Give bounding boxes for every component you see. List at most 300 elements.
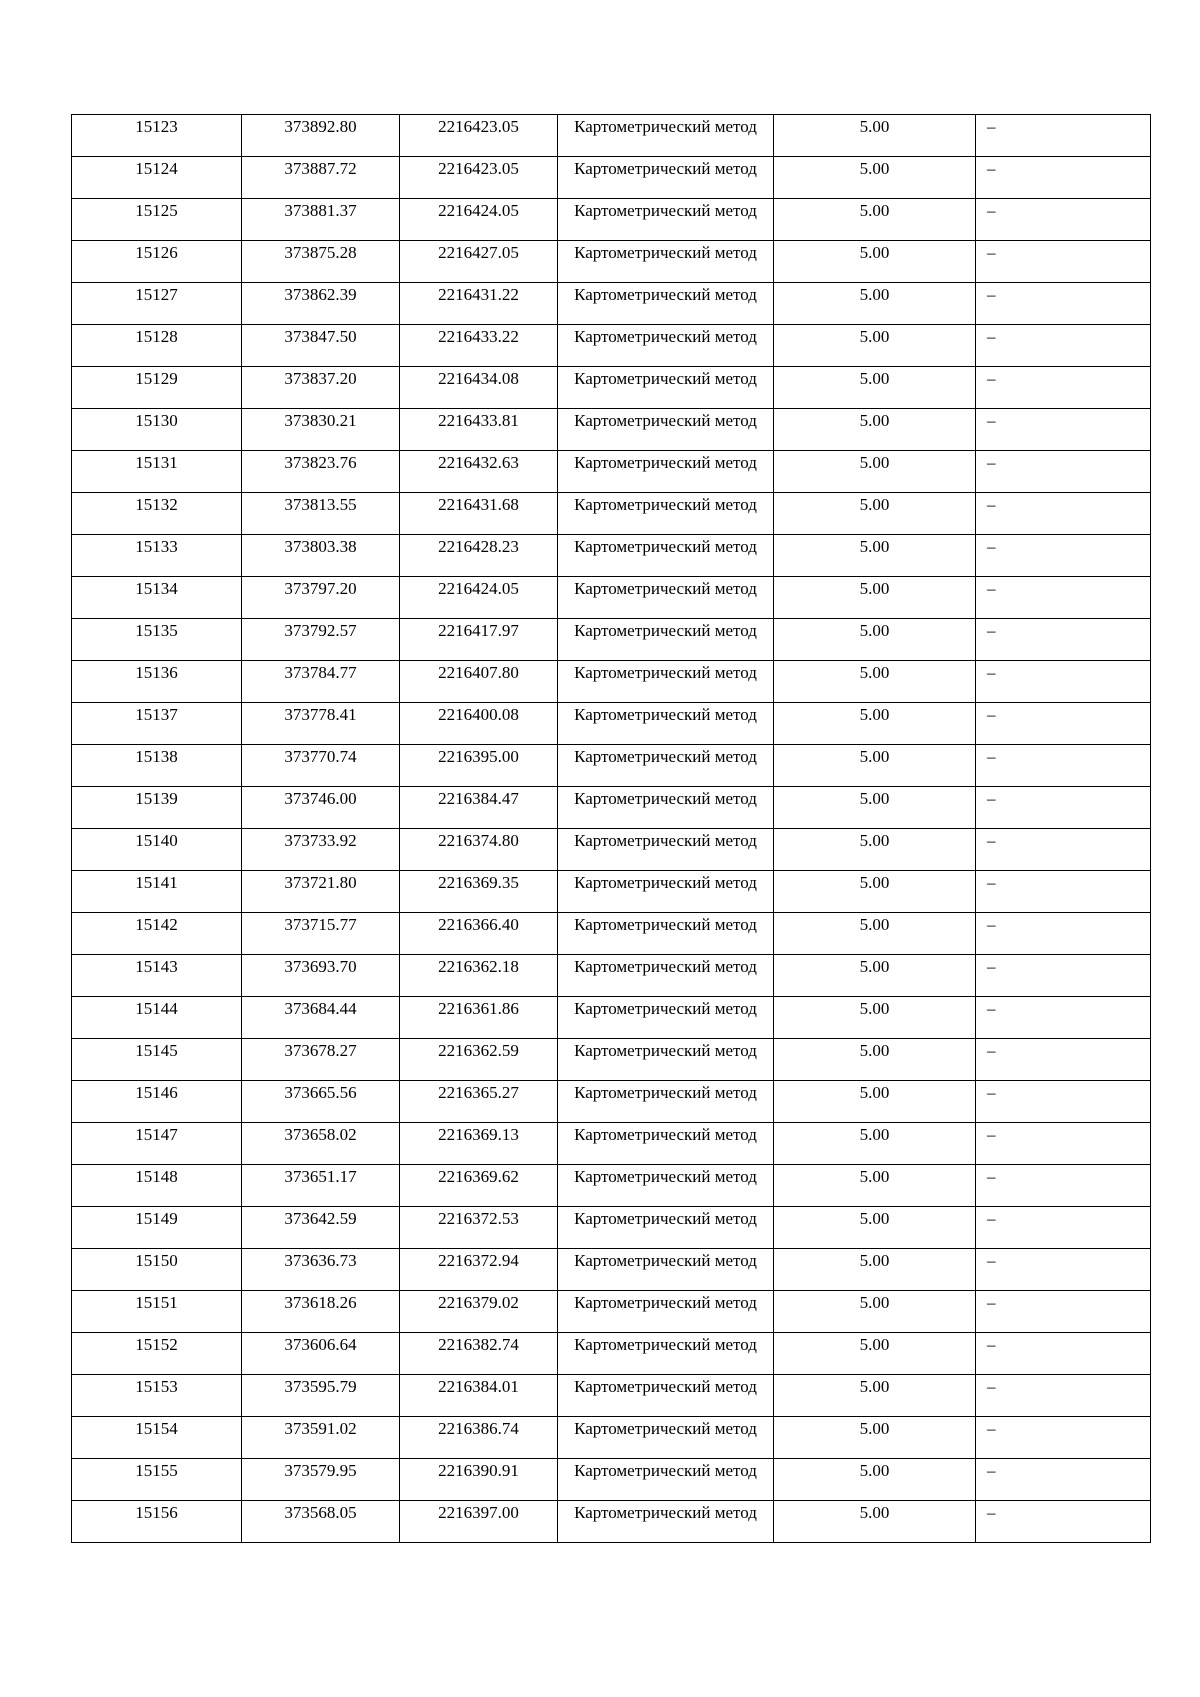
x-coordinate-cell <box>242 157 400 199</box>
point-number-cell <box>72 787 242 829</box>
y-coordinate-cell-text: 2216428.23 <box>438 537 519 556</box>
x-coordinate-cell <box>242 829 400 871</box>
note-cell-text: – <box>987 1293 996 1312</box>
point-number-cell-text: 15136 <box>135 663 178 682</box>
x-coordinate-cell <box>242 577 400 619</box>
point-number-cell-text: 15151 <box>135 1293 178 1312</box>
accuracy-cell-text: 5.00 <box>859 1377 890 1396</box>
accuracy-cell <box>774 745 976 787</box>
point-number-cell-text: 15155 <box>135 1461 178 1480</box>
method-cell-text: Картометрический метод <box>574 495 757 514</box>
y-coordinate-cell <box>400 1249 558 1291</box>
point-number-cell-text: 15147 <box>135 1125 178 1144</box>
method-cell-text: Картометрический метод <box>574 1377 757 1396</box>
accuracy-cell <box>774 115 976 157</box>
table-row <box>72 1081 1151 1123</box>
accuracy-cell-text: 5.00 <box>859 579 890 598</box>
accuracy-cell-text: 5.00 <box>859 159 890 178</box>
x-coordinate-cell <box>242 1333 400 1375</box>
note-cell <box>976 703 1151 745</box>
accuracy-cell-text: 5.00 <box>859 957 890 976</box>
x-coordinate-cell <box>242 1165 400 1207</box>
note-cell <box>976 1291 1151 1333</box>
y-coordinate-cell <box>400 1207 558 1249</box>
x-coordinate-cell <box>242 283 400 325</box>
note-cell <box>976 1459 1151 1501</box>
accuracy-cell-text: 5.00 <box>859 831 890 850</box>
method-cell <box>558 1039 774 1081</box>
table-row <box>72 1501 1151 1543</box>
note-cell-text: – <box>987 285 996 304</box>
method-cell <box>558 451 774 493</box>
table-row <box>72 325 1151 367</box>
note-cell <box>976 1501 1151 1543</box>
method-cell <box>558 661 774 703</box>
y-coordinate-cell-text: 2216390.91 <box>438 1461 519 1480</box>
point-number-cell-text: 15132 <box>135 495 178 514</box>
note-cell-text: – <box>987 327 996 346</box>
point-number-cell <box>72 325 242 367</box>
method-cell <box>558 241 774 283</box>
y-coordinate-cell <box>400 1291 558 1333</box>
y-coordinate-cell-text: 2216369.62 <box>438 1167 519 1186</box>
accuracy-cell-text: 5.00 <box>859 369 890 388</box>
y-coordinate-cell <box>400 703 558 745</box>
x-coordinate-cell <box>242 787 400 829</box>
y-coordinate-cell-text: 2216400.08 <box>438 705 519 724</box>
table-row <box>72 1291 1151 1333</box>
accuracy-cell <box>774 325 976 367</box>
accuracy-cell <box>774 703 976 745</box>
accuracy-cell-text: 5.00 <box>859 1293 890 1312</box>
method-cell <box>558 703 774 745</box>
point-number-cell-text: 15133 <box>135 537 178 556</box>
note-cell-text: – <box>987 243 996 262</box>
table-row <box>72 283 1151 325</box>
y-coordinate-cell-text: 2216433.81 <box>438 411 519 430</box>
point-number-cell <box>72 703 242 745</box>
method-cell-text: Картометрический метод <box>574 1251 757 1270</box>
note-cell <box>976 493 1151 535</box>
note-cell <box>976 451 1151 493</box>
y-coordinate-cell-text: 2216369.35 <box>438 873 519 892</box>
y-coordinate-cell-text: 2216362.59 <box>438 1041 519 1060</box>
y-coordinate-cell <box>400 955 558 997</box>
y-coordinate-cell <box>400 577 558 619</box>
table-row <box>72 199 1151 241</box>
method-cell <box>558 913 774 955</box>
method-cell-text: Картометрический метод <box>574 831 757 850</box>
method-cell-text: Картометрический метод <box>574 1335 757 1354</box>
x-coordinate-cell <box>242 1249 400 1291</box>
method-cell <box>558 577 774 619</box>
coordinates-table-body <box>72 115 1151 1543</box>
point-number-cell <box>72 1207 242 1249</box>
method-cell <box>558 1081 774 1123</box>
table-row <box>72 241 1151 283</box>
method-cell-text: Картометрический метод <box>574 1461 757 1480</box>
method-cell-text: Картометрический метод <box>574 1293 757 1312</box>
note-cell <box>976 955 1151 997</box>
method-cell <box>558 955 774 997</box>
table-row <box>72 1039 1151 1081</box>
point-number-cell-text: 15138 <box>135 747 178 766</box>
y-coordinate-cell <box>400 1123 558 1165</box>
method-cell <box>558 199 774 241</box>
accuracy-cell <box>774 829 976 871</box>
accuracy-cell <box>774 241 976 283</box>
x-coordinate-cell <box>242 1501 400 1543</box>
table-row <box>72 493 1151 535</box>
point-number-cell-text: 15127 <box>135 285 178 304</box>
method-cell <box>558 1459 774 1501</box>
x-coordinate-cell-text: 373642.59 <box>284 1209 357 1228</box>
y-coordinate-cell <box>400 997 558 1039</box>
table-row <box>72 1459 1151 1501</box>
point-number-cell-text: 15142 <box>135 915 178 934</box>
note-cell <box>976 241 1151 283</box>
y-coordinate-cell <box>400 829 558 871</box>
x-coordinate-cell-text: 373591.02 <box>284 1419 357 1438</box>
point-number-cell-text: 15148 <box>135 1167 178 1186</box>
accuracy-cell-text: 5.00 <box>859 453 890 472</box>
point-number-cell <box>72 913 242 955</box>
note-cell-text: – <box>987 201 996 220</box>
method-cell <box>558 1417 774 1459</box>
x-coordinate-cell-text: 373892.80 <box>284 117 357 136</box>
note-cell-text: – <box>987 495 996 514</box>
method-cell-text: Картометрический метод <box>574 537 757 556</box>
x-coordinate-cell <box>242 955 400 997</box>
method-cell <box>558 157 774 199</box>
method-cell-text: Картометрический метод <box>574 1041 757 1060</box>
point-number-cell-text: 15141 <box>135 873 178 892</box>
x-coordinate-cell-text: 373636.73 <box>284 1251 357 1270</box>
table-row <box>72 1165 1151 1207</box>
note-cell-text: – <box>987 747 996 766</box>
accuracy-cell <box>774 955 976 997</box>
point-number-cell <box>72 451 242 493</box>
x-coordinate-cell-text: 373823.76 <box>284 453 357 472</box>
method-cell-text: Картометрический метод <box>574 873 757 892</box>
point-number-cell-text: 15146 <box>135 1083 178 1102</box>
y-coordinate-cell-text: 2216431.68 <box>438 495 519 514</box>
point-number-cell-text: 15135 <box>135 621 178 640</box>
x-coordinate-cell-text: 373595.79 <box>284 1377 357 1396</box>
accuracy-cell-text: 5.00 <box>859 621 890 640</box>
method-cell <box>558 409 774 451</box>
note-cell-text: – <box>987 411 996 430</box>
point-number-cell <box>72 1039 242 1081</box>
method-cell <box>558 535 774 577</box>
accuracy-cell <box>774 913 976 955</box>
point-number-cell <box>72 535 242 577</box>
note-cell <box>976 661 1151 703</box>
method-cell-text: Картометрический метод <box>574 159 757 178</box>
x-coordinate-cell-text: 373797.20 <box>284 579 357 598</box>
point-number-cell <box>72 493 242 535</box>
y-coordinate-cell-text: 2216434.08 <box>438 369 519 388</box>
note-cell <box>976 1333 1151 1375</box>
x-coordinate-cell-text: 373651.17 <box>284 1167 357 1186</box>
method-cell-text: Картометрический метод <box>574 1419 757 1438</box>
table-row <box>72 409 1151 451</box>
accuracy-cell <box>774 1123 976 1165</box>
note-cell <box>976 199 1151 241</box>
x-coordinate-cell-text: 373770.74 <box>284 747 357 766</box>
accuracy-cell <box>774 787 976 829</box>
table-row <box>72 367 1151 409</box>
x-coordinate-cell-text: 373784.77 <box>284 663 357 682</box>
note-cell-text: – <box>987 789 996 808</box>
x-coordinate-cell <box>242 1123 400 1165</box>
note-cell <box>976 913 1151 955</box>
accuracy-cell <box>774 1249 976 1291</box>
y-coordinate-cell <box>400 871 558 913</box>
y-coordinate-cell-text: 2216386.74 <box>438 1419 519 1438</box>
point-number-cell-text: 15139 <box>135 789 178 808</box>
point-number-cell-text: 15123 <box>135 117 178 136</box>
method-cell-text: Картометрический метод <box>574 915 757 934</box>
method-cell-text: Картометрический метод <box>574 327 757 346</box>
point-number-cell-text: 15137 <box>135 705 178 724</box>
x-coordinate-cell <box>242 997 400 1039</box>
table-row <box>72 1333 1151 1375</box>
method-cell-text: Картометрический метод <box>574 1209 757 1228</box>
x-coordinate-cell-text: 373830.21 <box>284 411 357 430</box>
y-coordinate-cell <box>400 367 558 409</box>
accuracy-cell-text: 5.00 <box>859 705 890 724</box>
x-coordinate-cell-text: 373847.50 <box>284 327 357 346</box>
accuracy-cell-text: 5.00 <box>859 1251 890 1270</box>
y-coordinate-cell-text: 2216372.94 <box>438 1251 519 1270</box>
y-coordinate-cell-text: 2216397.00 <box>438 1503 519 1522</box>
y-coordinate-cell-text: 2216427.05 <box>438 243 519 262</box>
accuracy-cell-text: 5.00 <box>859 999 890 1018</box>
note-cell-text: – <box>987 453 996 472</box>
table-row <box>72 577 1151 619</box>
point-number-cell <box>72 409 242 451</box>
accuracy-cell-text: 5.00 <box>859 327 890 346</box>
method-cell <box>558 787 774 829</box>
point-number-cell <box>72 661 242 703</box>
note-cell <box>976 871 1151 913</box>
y-coordinate-cell <box>400 1459 558 1501</box>
accuracy-cell-text: 5.00 <box>859 117 890 136</box>
x-coordinate-cell-text: 373665.56 <box>284 1083 357 1102</box>
method-cell-text: Картометрический метод <box>574 705 757 724</box>
note-cell-text: – <box>987 999 996 1018</box>
point-number-cell <box>72 619 242 661</box>
note-cell <box>976 1165 1151 1207</box>
method-cell <box>558 325 774 367</box>
note-cell <box>976 1081 1151 1123</box>
y-coordinate-cell <box>400 661 558 703</box>
accuracy-cell <box>774 1039 976 1081</box>
point-number-cell <box>72 115 242 157</box>
y-coordinate-cell-text: 2216431.22 <box>438 285 519 304</box>
accuracy-cell-text: 5.00 <box>859 1335 890 1354</box>
point-number-cell-text: 15156 <box>135 1503 178 1522</box>
x-coordinate-cell-text: 373875.28 <box>284 243 357 262</box>
note-cell-text: – <box>987 1503 996 1522</box>
y-coordinate-cell-text: 2216382.74 <box>438 1335 519 1354</box>
note-cell <box>976 535 1151 577</box>
note-cell <box>976 1207 1151 1249</box>
note-cell-text: – <box>987 873 996 892</box>
accuracy-cell-text: 5.00 <box>859 1419 890 1438</box>
point-number-cell-text: 15134 <box>135 579 178 598</box>
accuracy-cell <box>774 283 976 325</box>
point-number-cell-text: 15124 <box>135 159 178 178</box>
y-coordinate-cell <box>400 787 558 829</box>
method-cell <box>558 829 774 871</box>
point-number-cell-text: 15154 <box>135 1419 178 1438</box>
x-coordinate-cell-text: 373778.41 <box>284 705 357 724</box>
table-row <box>72 1375 1151 1417</box>
y-coordinate-cell-text: 2216366.40 <box>438 915 519 934</box>
method-cell <box>558 1375 774 1417</box>
y-coordinate-cell-text: 2216407.80 <box>438 663 519 682</box>
point-number-cell-text: 15149 <box>135 1209 178 1228</box>
y-coordinate-cell <box>400 157 558 199</box>
y-coordinate-cell-text: 2216395.00 <box>438 747 519 766</box>
x-coordinate-cell-text: 373881.37 <box>284 201 357 220</box>
table-row <box>72 787 1151 829</box>
method-cell <box>558 115 774 157</box>
method-cell-text: Картометрический метод <box>574 999 757 1018</box>
accuracy-cell-text: 5.00 <box>859 1167 890 1186</box>
point-number-cell <box>72 829 242 871</box>
point-number-cell <box>72 157 242 199</box>
note-cell <box>976 283 1151 325</box>
note-cell-text: – <box>987 1251 996 1270</box>
note-cell-text: – <box>987 1419 996 1438</box>
method-cell <box>558 367 774 409</box>
accuracy-cell <box>774 1375 976 1417</box>
y-coordinate-cell-text: 2216374.80 <box>438 831 519 850</box>
x-coordinate-cell-text: 373746.00 <box>284 789 357 808</box>
accuracy-cell-text: 5.00 <box>859 243 890 262</box>
point-number-cell <box>72 367 242 409</box>
accuracy-cell <box>774 451 976 493</box>
y-coordinate-cell-text: 2216362.18 <box>438 957 519 976</box>
method-cell <box>558 1123 774 1165</box>
point-number-cell-text: 15126 <box>135 243 178 262</box>
y-coordinate-cell <box>400 241 558 283</box>
accuracy-cell-text: 5.00 <box>859 411 890 430</box>
x-coordinate-cell <box>242 367 400 409</box>
table-row <box>72 535 1151 577</box>
x-coordinate-cell <box>242 451 400 493</box>
x-coordinate-cell <box>242 115 400 157</box>
accuracy-cell-text: 5.00 <box>859 915 890 934</box>
x-coordinate-cell-text: 373715.77 <box>284 915 357 934</box>
point-number-cell-text: 15129 <box>135 369 178 388</box>
note-cell-text: – <box>987 1461 996 1480</box>
method-cell-text: Картометрический метод <box>574 789 757 808</box>
note-cell <box>976 1417 1151 1459</box>
y-coordinate-cell <box>400 619 558 661</box>
y-coordinate-cell <box>400 535 558 577</box>
y-coordinate-cell-text: 2216424.05 <box>438 579 519 598</box>
y-coordinate-cell <box>400 1417 558 1459</box>
accuracy-cell-text: 5.00 <box>859 495 890 514</box>
note-cell-text: – <box>987 957 996 976</box>
x-coordinate-cell-text: 373792.57 <box>284 621 357 640</box>
method-cell-text: Картометрический метод <box>574 747 757 766</box>
x-coordinate-cell-text: 373684.44 <box>284 999 357 1018</box>
point-number-cell-text: 15152 <box>135 1335 178 1354</box>
x-coordinate-cell-text: 373606.64 <box>284 1335 357 1354</box>
point-number-cell-text: 15131 <box>135 453 178 472</box>
y-coordinate-cell <box>400 1039 558 1081</box>
point-number-cell <box>72 871 242 913</box>
note-cell-text: – <box>987 579 996 598</box>
point-number-cell <box>72 997 242 1039</box>
method-cell <box>558 1207 774 1249</box>
accuracy-cell <box>774 493 976 535</box>
accuracy-cell <box>774 1501 976 1543</box>
accuracy-cell <box>774 1417 976 1459</box>
method-cell <box>558 493 774 535</box>
method-cell <box>558 997 774 1039</box>
method-cell-text: Картометрический метод <box>574 663 757 682</box>
y-coordinate-cell <box>400 1333 558 1375</box>
accuracy-cell <box>774 409 976 451</box>
accuracy-cell-text: 5.00 <box>859 1503 890 1522</box>
method-cell-text: Картометрический метод <box>574 621 757 640</box>
x-coordinate-cell <box>242 493 400 535</box>
accuracy-cell <box>774 619 976 661</box>
accuracy-cell-text: 5.00 <box>859 873 890 892</box>
y-coordinate-cell <box>400 493 558 535</box>
note-cell-text: – <box>987 1209 996 1228</box>
y-coordinate-cell-text: 2216423.05 <box>438 117 519 136</box>
table-row <box>72 451 1151 493</box>
y-coordinate-cell <box>400 451 558 493</box>
note-cell-text: – <box>987 369 996 388</box>
x-coordinate-cell-text: 373568.05 <box>284 1503 357 1522</box>
note-cell <box>976 115 1151 157</box>
x-coordinate-cell-text: 373658.02 <box>284 1125 357 1144</box>
accuracy-cell <box>774 1207 976 1249</box>
x-coordinate-cell <box>242 1417 400 1459</box>
accuracy-cell <box>774 199 976 241</box>
note-cell <box>976 619 1151 661</box>
point-number-cell <box>72 1333 242 1375</box>
accuracy-cell-text: 5.00 <box>859 663 890 682</box>
accuracy-cell-text: 5.00 <box>859 537 890 556</box>
coordinates-table <box>71 114 1151 1543</box>
point-number-cell <box>72 1459 242 1501</box>
method-cell-text: Картометрический метод <box>574 1503 757 1522</box>
x-coordinate-cell <box>242 199 400 241</box>
x-coordinate-cell-text: 373678.27 <box>284 1041 357 1060</box>
x-coordinate-cell <box>242 535 400 577</box>
method-cell-text: Картометрический метод <box>574 453 757 472</box>
x-coordinate-cell-text: 373887.72 <box>284 159 357 178</box>
x-coordinate-cell-text: 373803.38 <box>284 537 357 556</box>
point-number-cell <box>72 283 242 325</box>
table-row <box>72 1207 1151 1249</box>
point-number-cell <box>72 199 242 241</box>
table-row <box>72 829 1151 871</box>
note-cell-text: – <box>987 621 996 640</box>
x-coordinate-cell <box>242 409 400 451</box>
method-cell <box>558 745 774 787</box>
method-cell-text: Картометрический метод <box>574 201 757 220</box>
